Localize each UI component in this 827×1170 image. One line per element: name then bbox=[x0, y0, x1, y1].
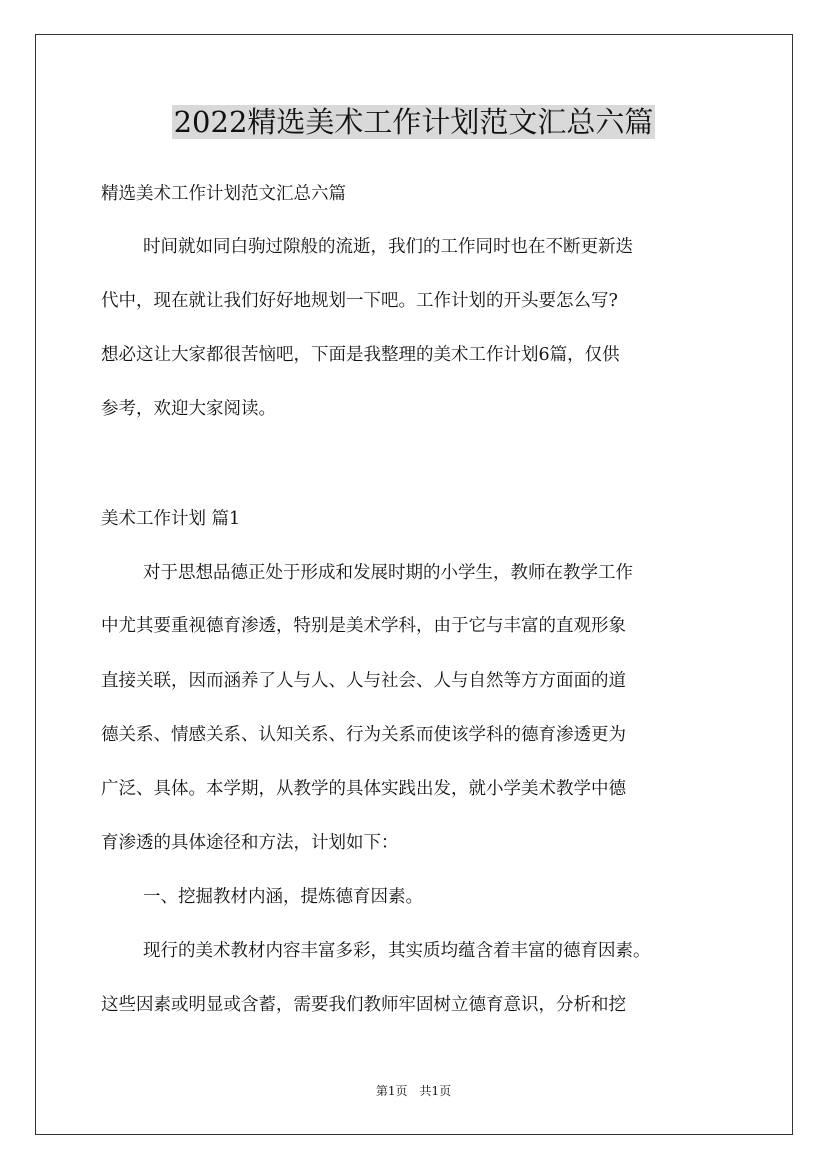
item-line: 现行的美术教材内容丰富多彩，其实质均蕴含着丰富的德育因素。 bbox=[143, 941, 651, 961]
intro-line: 参考，欢迎大家阅读。 bbox=[101, 399, 276, 419]
intro-line: 时间就如同白驹过隙般的流逝，我们的工作同时也在不断更新迭 bbox=[143, 237, 633, 257]
section-line: 德关系、情感关系、认知关系、行为关系而使该学科的德育渗透更为 bbox=[101, 725, 626, 745]
section-line: 育渗透的具体途径和方法，计划如下： bbox=[101, 833, 399, 853]
section-line: 中尤其要重视德育渗透，特别是美术学科，由于它与丰富的直观形象 bbox=[101, 616, 626, 636]
document-title: 2022精选美术工作计划范文汇总六篇 bbox=[173, 105, 654, 139]
item-line: 这些因素或明显或含蓄，需要我们教师牢固树立德育意识，分析和挖 bbox=[101, 995, 626, 1015]
section-heading: 美术工作计划 篇1 bbox=[101, 509, 241, 529]
item-heading: 一、挖掘教材内涵，提炼德育因素。 bbox=[143, 887, 423, 907]
page-number: 第1页 共1页 bbox=[375, 1084, 452, 1098]
section-line: 直接关联，因而涵养了人与人、人与社会、人与自然等方方面面的道 bbox=[101, 671, 626, 691]
section-line: 广泛、具体。本学期，从教学的具体实践出发，就小学美术教学中德 bbox=[101, 779, 626, 799]
intro-line: 想必这让大家都很苦恼吧，下面是我整理的美术工作计划6篇，仅供 bbox=[101, 345, 620, 365]
section-line: 对于思想品德正处于形成和发展时期的小学生，教师在教学工作 bbox=[143, 563, 633, 583]
document-subtitle: 精选美术工作计划范文汇总六篇 bbox=[101, 184, 346, 204]
intro-line: 代中，现在就让我们好好地规划一下吧。工作计划的开头要怎么写? bbox=[101, 291, 618, 311]
